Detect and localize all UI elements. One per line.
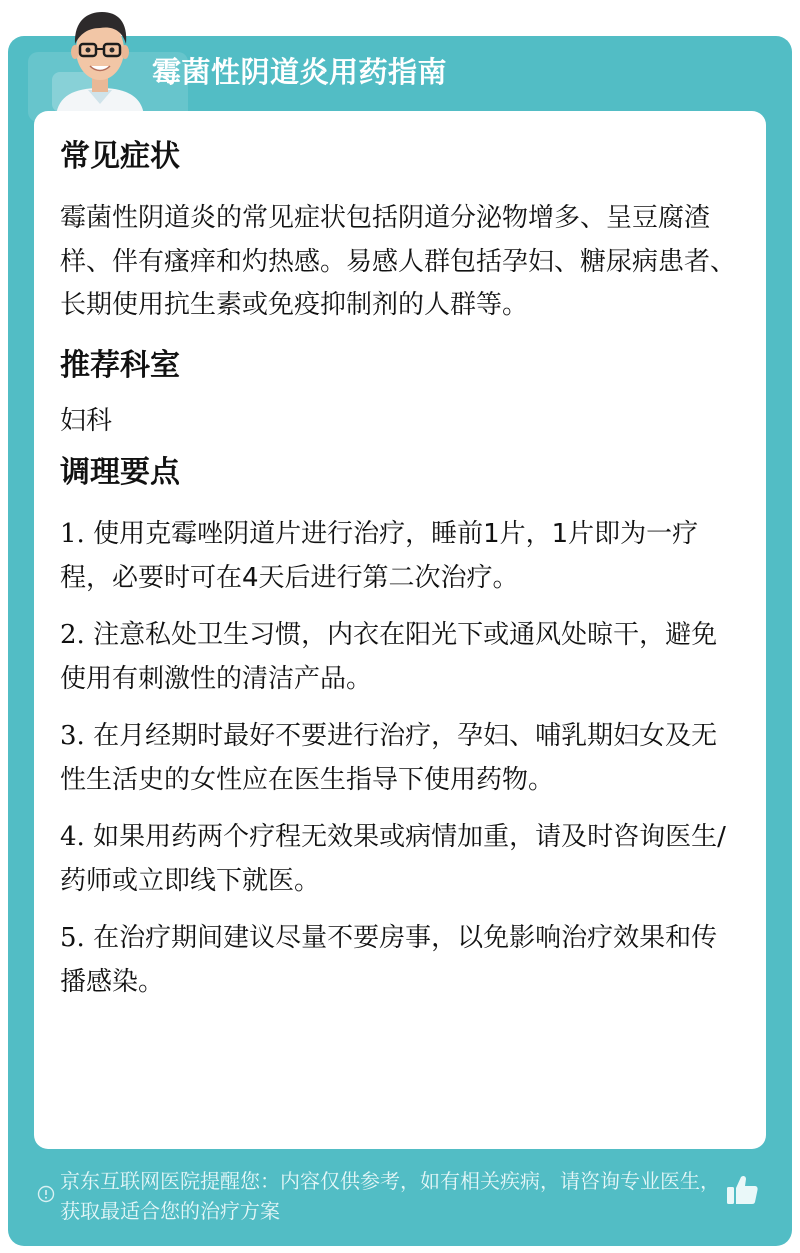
list-item: 4. 如果用药两个疗程无效果或病情加重，请及时咨询医生/药师或立即线下就医。: [60, 822, 726, 896]
care-heading: 调理要点: [60, 455, 180, 490]
doctor-avatar-icon: [48, 4, 152, 116]
symptoms-heading: 常见症状: [60, 139, 180, 174]
list-item: 1. 使用克霉唑阴道片进行治疗，睡前1片，1片即为一疗程，必要时可在4天后进行第二次治疗。: [60, 519, 699, 593]
list-item: 3. 在月经期时最好不要进行治疗，孕妇、哺乳期妇女及无性生活史的女性应在医生指导下使用药物。: [60, 721, 718, 795]
disclaimer-text: 京东互联网医院提醒您：内容仅供参考，如有相关疾病，请咨询专业医生，获取最适合您的治疗方案: [60, 1169, 720, 1223]
symptoms-text: 霉菌性阴道炎的常见症状包括阴道分泌物增多、呈豆腐渣样、伴有瘙痒和灼热感。易感人群包括孕妇、糖尿病患者、长期使用抗生素或免疫抑制剂的人群等。: [60, 203, 737, 320]
list-item: 5. 在治疗期间建议尽量不要房事，以免影响治疗效果和传播感染。: [60, 923, 718, 997]
info-icon: [37, 1185, 55, 1203]
department-heading: 推荐科室: [60, 347, 180, 383]
care-list: [60, 513, 740, 1004]
content-panel: [34, 111, 766, 1149]
thumbs-up-icon[interactable]: [724, 1172, 760, 1208]
page-title: 霉菌性阴道炎用药指南: [152, 55, 448, 89]
department-text: 妇科: [60, 405, 113, 436]
list-item: 2. 注意私处卫生习惯，内衣在阳光下或通风处晾干，避免使用有刺激性的清洁产品。: [60, 620, 718, 694]
